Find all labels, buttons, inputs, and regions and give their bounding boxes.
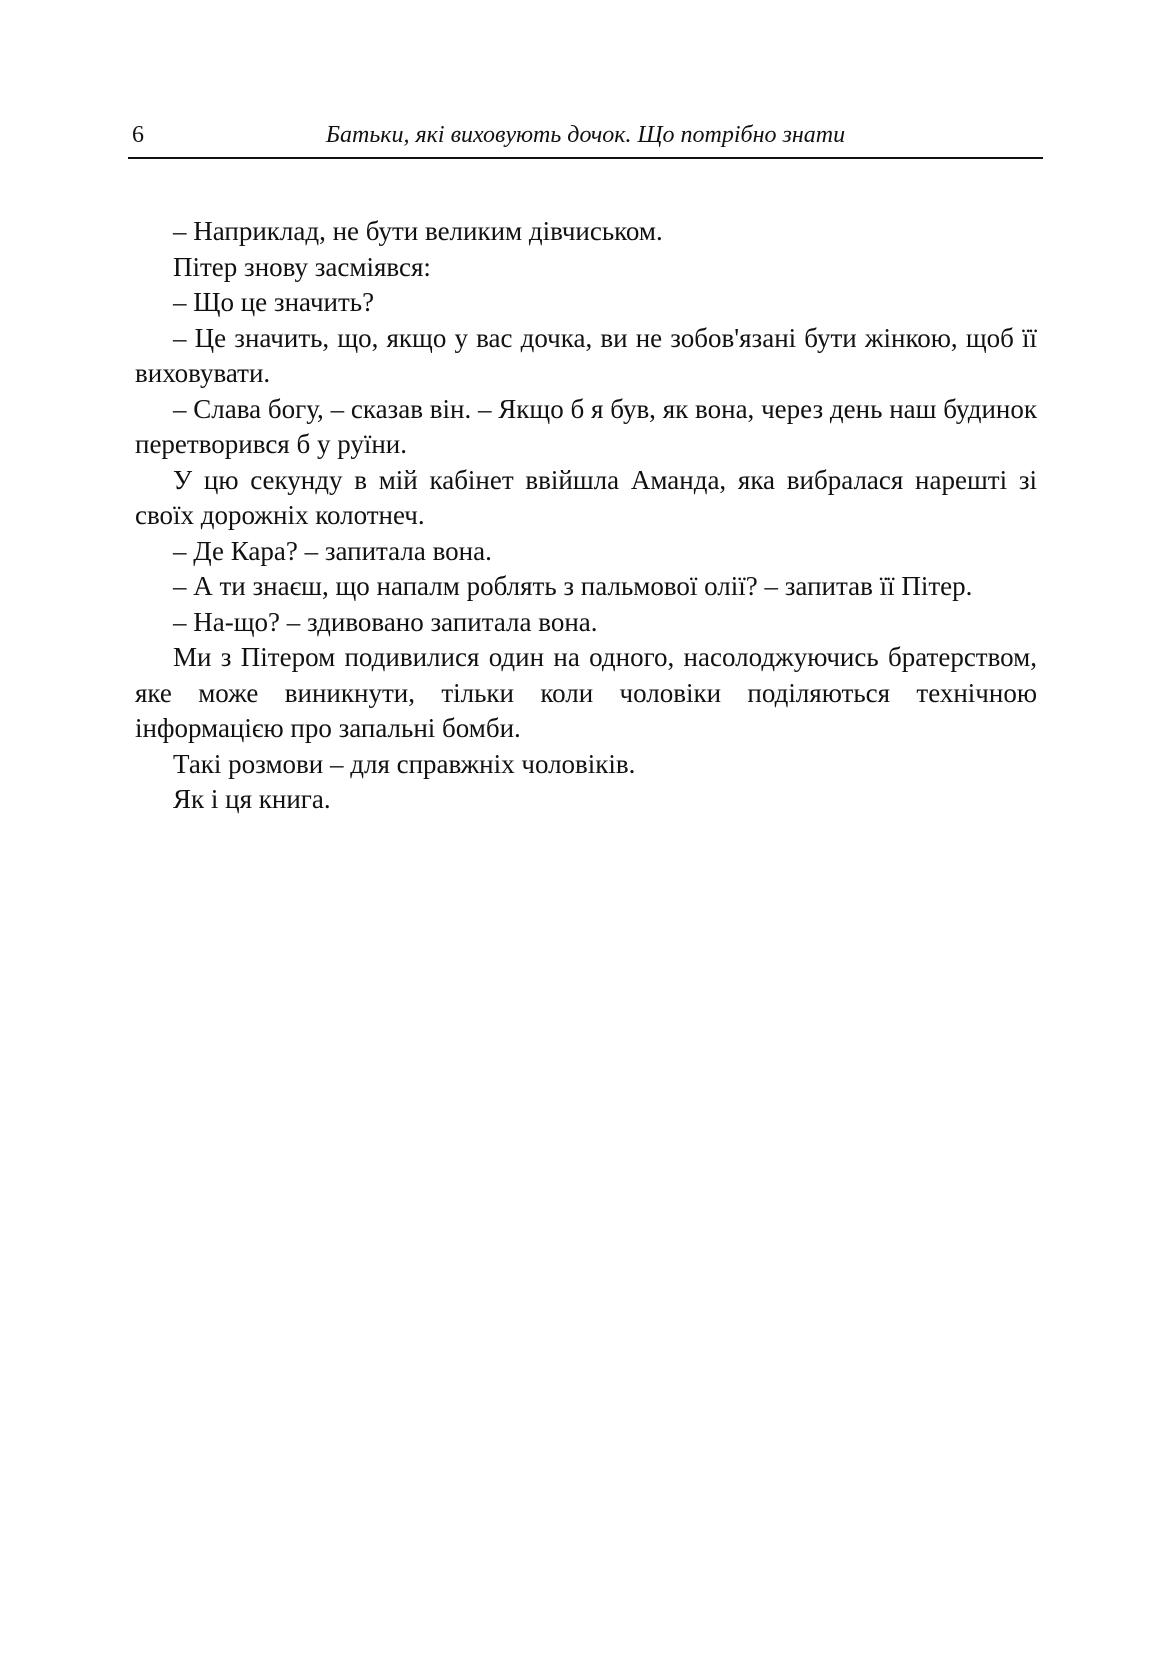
body-text <box>135 214 1037 818</box>
paragraph: Як і ця книга. <box>173 784 331 814</box>
header-rule <box>128 157 1043 159</box>
paragraph: – Що це значить? <box>173 287 375 317</box>
paragraph: – Слава богу, – сказав він. – Якщо б я був, як вона, через день наш будинок перетворився б у руїни. <box>135 393 1037 459</box>
running-header-title: Батьки, які виховують дочок. Що потрібно знати <box>325 122 846 148</box>
paragraph: Пітер знову засміявся: <box>173 251 431 282</box>
paragraph: – А ти знаєш, що напалм роблять з пальмової олії? – запитав її Пітер. <box>173 571 973 601</box>
paragraph: Ми з Пітером подивилися один на одного, насолоджуючись братерством, яке може виникнути, тільки коли чоловіки поділяються технічною інформацією про запальні бомби. <box>135 642 1037 743</box>
page-number: 6 <box>132 122 144 148</box>
paragraph: – Де Кара? – запитала вона. <box>173 535 492 566</box>
paragraph: – Наприклад, не бути великим дівчиськом. <box>173 216 663 246</box>
paragraph: У цю секунду в мій кабінет ввійшла Аманда, яка вибралася нарешті зі своїх дорожніх колотнеч. <box>135 464 1037 530</box>
running-header <box>128 122 1043 156</box>
paragraph: Такі розмови – для справжніх чоловіків. <box>173 748 636 779</box>
paragraph: – На-що? – здивовано запитала вона. <box>173 606 598 637</box>
paragraph: – Це значить, що, якщо у вас дочка, ви не зобов'язані бути жінкою, щоб її виховувати. <box>135 322 1037 388</box>
